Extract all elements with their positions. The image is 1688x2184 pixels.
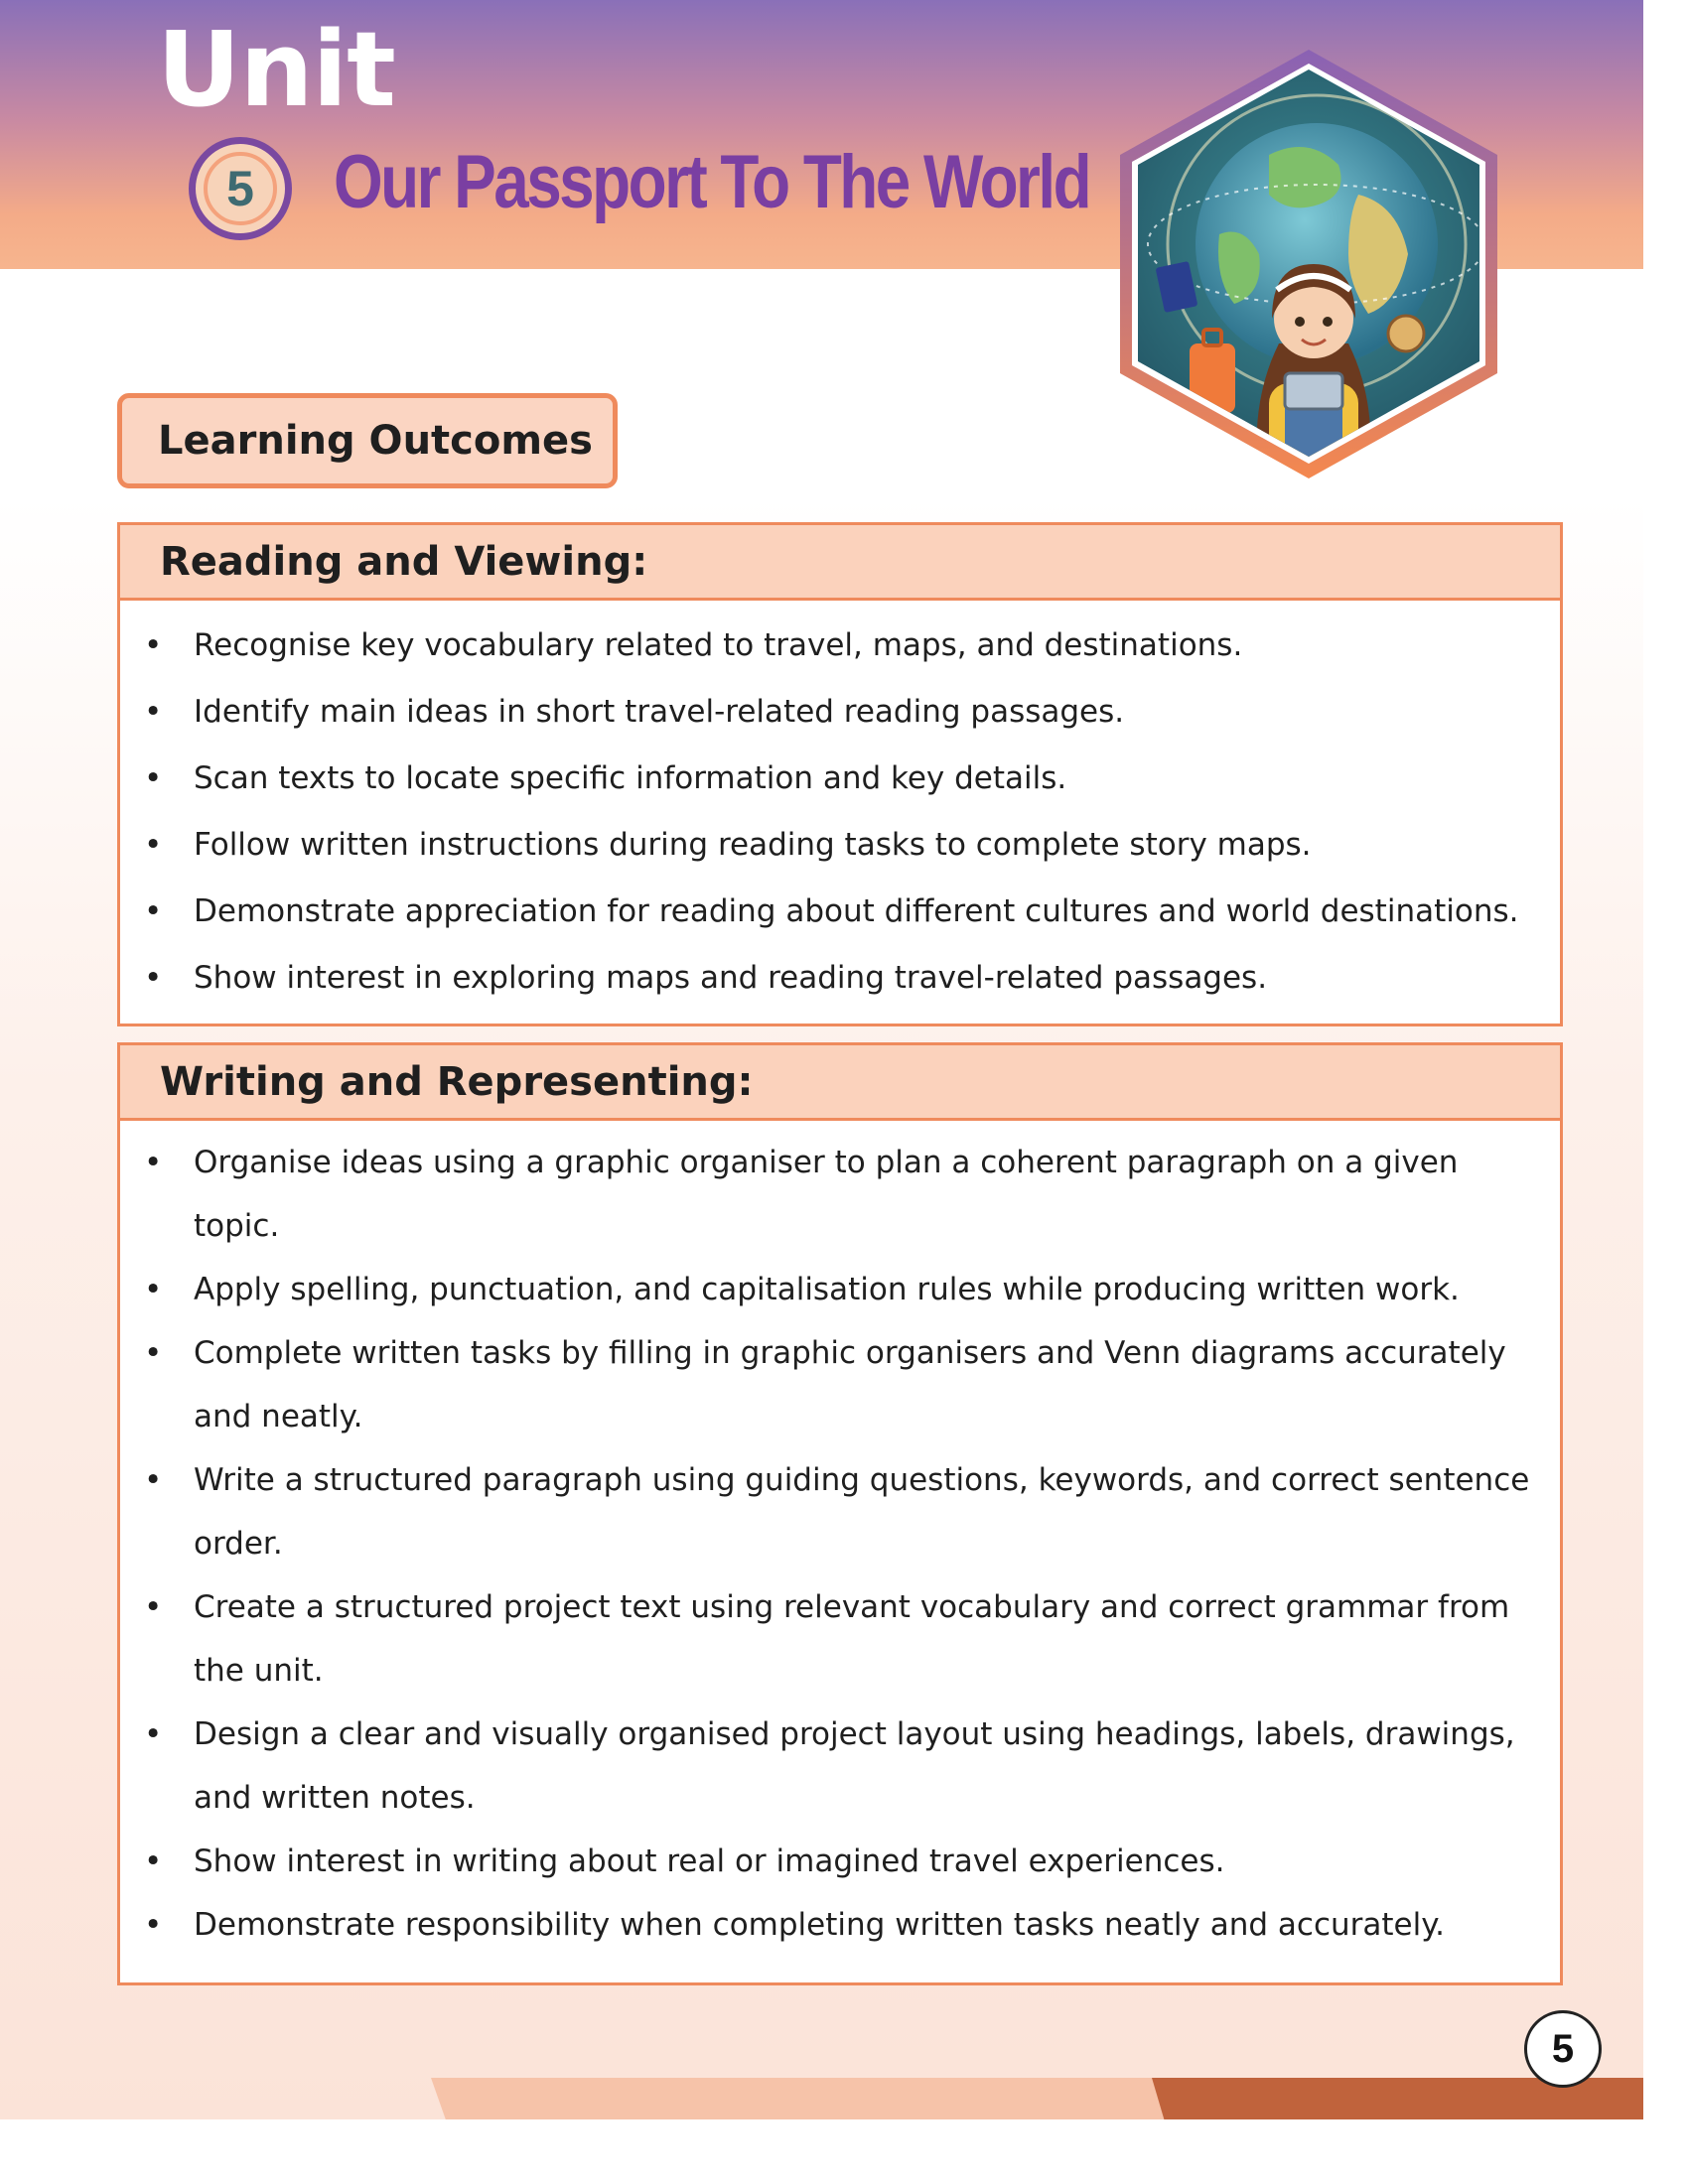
list-item-text: Organise ideas using a graphic organiser to plan a coherent paragraph on a given topic. — [194, 1145, 1459, 1244]
list-item — [120, 1703, 1560, 1830]
section-heading: Reading and Viewing: — [120, 525, 1560, 601]
bullet: • — [144, 893, 163, 929]
list-item — [120, 1321, 1560, 1448]
list-item-text: Demonstrate responsibility when completing written tasks neatly and accurately. — [194, 1907, 1445, 1943]
footer-stripe-light — [431, 2078, 1166, 2119]
unit-label: Unit — [157, 9, 395, 130]
list-item — [120, 1131, 1560, 1258]
bullet: • — [144, 1907, 163, 1943]
writing-representing-section — [117, 1042, 1563, 1985]
learning-outcomes-label: Learning Outcomes — [117, 393, 618, 488]
list-item — [120, 1258, 1560, 1321]
bullet: • — [144, 827, 163, 863]
reading-viewing-section — [117, 522, 1563, 1026]
outcome-list — [120, 1121, 1560, 1957]
list-item-text: Write a structured paragraph using guiding questions, keywords, and correct sentence order. — [194, 1462, 1530, 1562]
list-item-text: Identify main ideas in short travel-related reading passages. — [194, 694, 1125, 730]
page-number: 5 — [1524, 2010, 1602, 2088]
bullet: • — [144, 1589, 163, 1625]
bullet: • — [144, 1145, 163, 1180]
outcome-list — [120, 601, 1560, 1012]
unit-number: 5 — [204, 152, 277, 225]
bullet: • — [144, 1843, 163, 1879]
bullet: • — [144, 1272, 163, 1307]
list-item-text: Recognise key vocabulary related to travel, maps, and destinations. — [194, 627, 1243, 663]
list-item-text: Demonstrate appreciation for reading about different cultures and world destinations. — [194, 893, 1519, 929]
list-item-text: Apply spelling, punctuation, and capitalisation rules while producing written work. — [194, 1272, 1460, 1307]
list-item — [120, 879, 1560, 945]
list-item — [120, 1893, 1560, 1957]
list-item — [120, 679, 1560, 746]
unit-number-badge — [189, 137, 292, 240]
list-item — [120, 746, 1560, 812]
globe-girl-illustration — [1090, 46, 1527, 482]
list-item-text: Complete written tasks by filling in graphic organisers and Venn diagrams accurately and neatly. — [194, 1335, 1506, 1434]
bullet: • — [144, 960, 163, 996]
bullet: • — [144, 760, 163, 796]
list-item — [120, 1830, 1560, 1893]
list-item-text: Scan texts to locate specific information and key details. — [194, 760, 1067, 796]
bullet: • — [144, 694, 163, 730]
list-item — [120, 1448, 1560, 1575]
list-item — [120, 812, 1560, 879]
list-item-text: Create a structured project text using relevant vocabulary and correct grammar from the unit. — [194, 1589, 1510, 1689]
list-item-text: Follow written instructions during reading tasks to complete story maps. — [194, 827, 1312, 863]
unit-title: Our Passport To The World — [334, 140, 1090, 224]
bullet: • — [144, 1462, 163, 1498]
list-item — [120, 1575, 1560, 1703]
list-item — [120, 945, 1560, 1012]
list-item-text: Show interest in exploring maps and reading travel-related passages. — [194, 960, 1268, 996]
list-item-text: Show interest in writing about real or imagined travel experiences. — [194, 1843, 1225, 1879]
section-heading: Writing and Representing: — [120, 1045, 1560, 1121]
list-item — [120, 613, 1560, 679]
list-item-text: Design a clear and visually organised project layout using headings, labels, drawings, and written notes. — [194, 1716, 1515, 1816]
bullet: • — [144, 1335, 163, 1371]
bullet: • — [144, 627, 163, 663]
bullet: • — [144, 1716, 163, 1752]
